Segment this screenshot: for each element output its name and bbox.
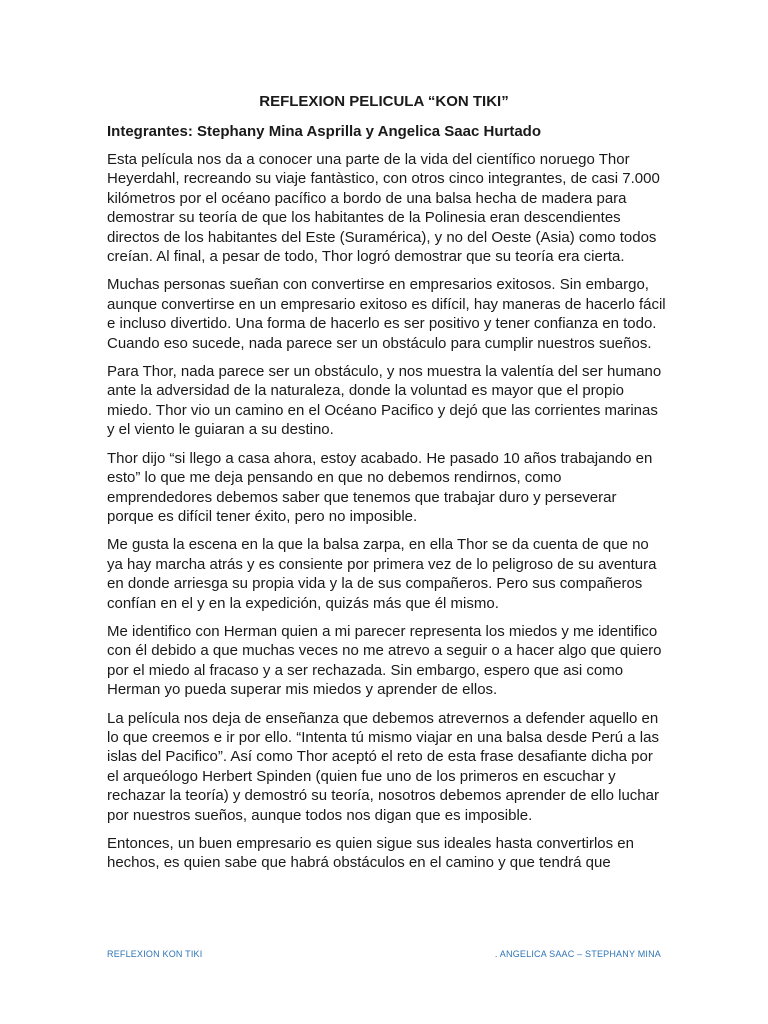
paragraph: Entonces, un buen empresario es quien sigue sus ideales hasta convertirlos en hechos, es quien sabe que habrá obstáculos en el camino y que tendrá que <box>107 835 634 872</box>
paragraph: Me gusta la escena en la que la balsa zarpa, en ella Thor se da cuenta de que no ya hay marcha atrás y es consiente por primera vez de lo peligroso de su aventura en donde arriesga su propia vida y la de sus compañeros. Pero sus compañeros confían en el y en la expedición, quizás más que él mismo. <box>107 536 657 612</box>
document-body <box>107 150 667 882</box>
members-line: Integrantes: Stephany Mina Asprilla y Angelica Saac Hurtado <box>107 123 541 140</box>
paragraph: Esta película nos da a conocer una parte de la vida del científico noruego Thor Heyerdahl, recreando su viaje fantàstico, con otros cinco integrantes, de casi 7.000 kilómetros por el océano pacífico a bordo de una balsa hecha de madera para demostrar su teoría de que los habitantes de la Polinesia eran descendientes directos de los habitantes del Este (Suramérica), y no del Oeste (Asia) como todos creían. Al final, a pesar de todo, Thor logró demostrar que su teoría era cierta. <box>107 151 660 266</box>
paragraph: Me identifico con Herman quien a mi parecer representa los miedos y me identifico con él debido a que muchas veces no me atrevo a seguir o a hacer algo que quiero por el miedo al fracaso y a ser rechazada. Sin embargo, espero que asi como Herman yo pueda superar mis miedos y aprender de ellos. <box>107 622 662 699</box>
paragraph: La película nos deja de enseñanza que debemos atrevernos a defender aquello en lo que creemos e ir por ello. “Intenta tú mismo viajar en una balsa desde Perú a las islas del Pacifico”. Así como Thor aceptó el reto de esta frase desafiante dicha por el arqueólogo Herbert Spinden (quien fue uno de los primeros en escuchar y rechazar la teoría) y demostró su teoría, nosotros debemos aprender de ello luchar por nuestros sueños, aunque todos nos digan que es imposible. <box>107 709 659 824</box>
footer-left-text: REFLEXION KON TIKI <box>107 949 203 959</box>
paragraph: Para Thor, nada parece ser un obstáculo, y nos muestra la valentía del ser humano ante la adversidad de la naturaleza, donde la voluntad es mayor que el propio miedo. Thor vio un camino en el Océano Pacifico y dejó que las corrientes marinas y el viento le guiaran a su destino. <box>107 363 662 439</box>
paragraph: Muchas personas sueñan con convertirse en empresarios exitosos. Sin embargo, aunque convertirse en un empresario exitoso es difícil, hay maneras de hacerlo fácil e incluso divertido. Una forma de hacerlo es ser positivo y tener confianza en todo. Cuando eso sucede, nada parece ser un obstáculo para cumplir nuestros sueños. <box>107 276 666 352</box>
document-title: REFLEXION PELICULA “KON TIKI” <box>259 93 509 110</box>
footer-right-text: . ANGELICA SAAC – STEPHANY MINA <box>494 949 661 959</box>
paragraph: Thor dijo “si llego a casa ahora, estoy acabado. He pasado 10 años trabajando en esto” lo que me deja pensando en que no debemos rendirnos, como emprendedores debemos saber que tenemos que trabajar duro y perseverar porque es difícil tener éxito, pero no imposible. <box>107 449 653 525</box>
